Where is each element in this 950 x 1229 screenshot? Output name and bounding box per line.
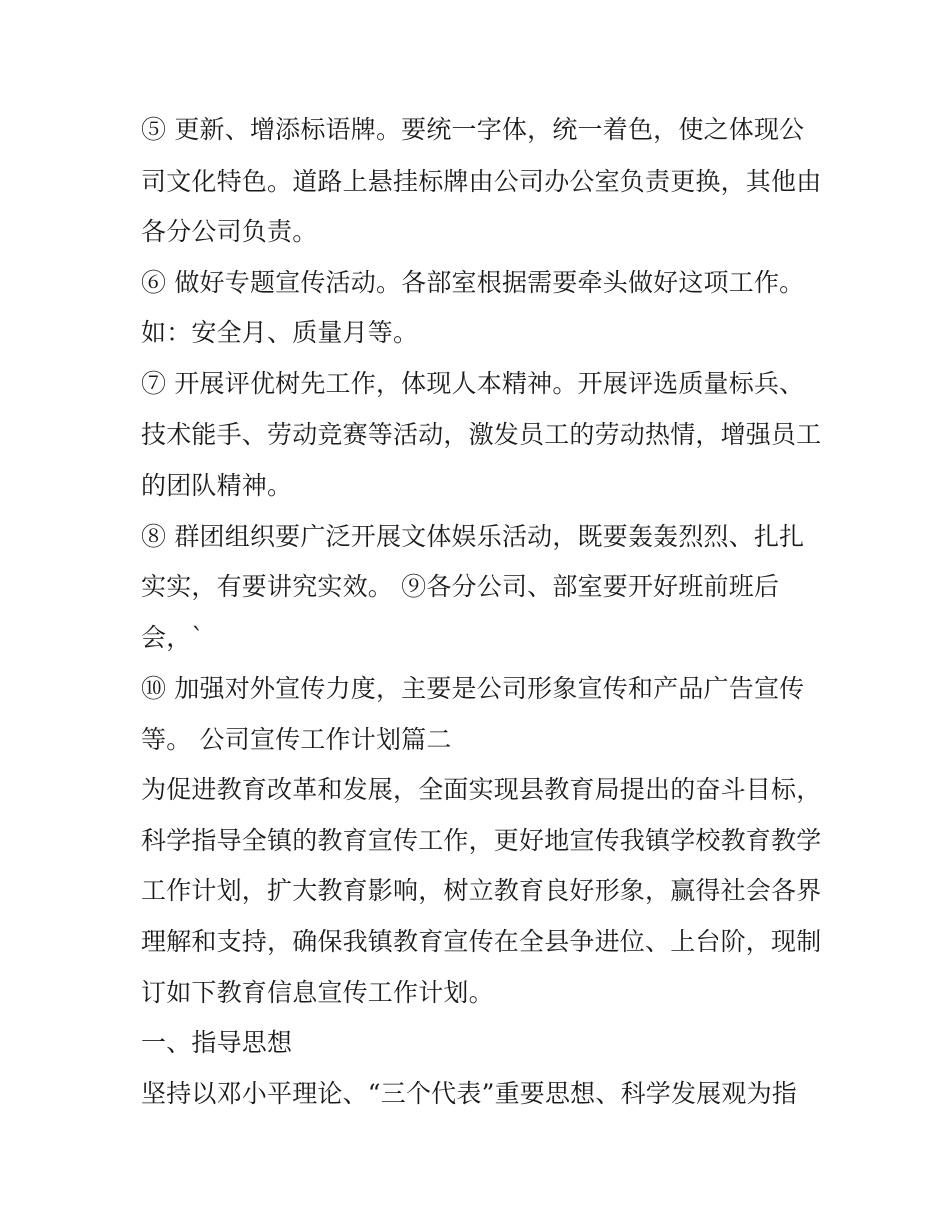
text-line: ⑤ 更新、增添标语牌。要统一字体，统一着色，使之体现公 [141, 115, 805, 144]
text-line: 如：安全月、质量月等。 [141, 318, 419, 347]
text-line: 为促进教育改革和发展，全面实现县教育局提出的奋斗目标， [141, 775, 822, 804]
text-line: ⑩ 加强对外宣传力度，主要是公司形象宣传和产品广告宣传 [141, 674, 805, 703]
text-line: 会，` [141, 623, 205, 652]
text-line: 科学指导全镇的教育宣传工作，更好地宣传我镇学校教育教学 [141, 826, 822, 855]
section-heading: 等。 公司宣传工作计划篇二 [141, 725, 452, 754]
text-line: 司文化特色。道路上悬挂标牌由公司办公室负责更换，其他由 [141, 167, 822, 196]
text-line: 订如下教育信息宣传工作计划。 [141, 978, 494, 1007]
text-line: 理解和支持，确保我镇教育宣传在全县争进位、上台阶，现制 [141, 927, 822, 956]
text-line: ⑦ 开展评优树先工作，体现人本精神。开展评选质量标兵、 [141, 369, 805, 398]
text-line: 实实，有要讲究实效。 ⑨各分公司、部室要开好班前班后 [141, 572, 780, 601]
text-line: 各分公司负责。 [141, 217, 318, 246]
text-line: ⑥ 做好专题宣传活动。各部室根据需要牵头做好这项工作。 [141, 268, 805, 297]
text-line: ⑧ 群团组织要广泛开展文体娱乐活动，既要轰轰烈烈、扎扎 [141, 522, 805, 551]
text-line: 工作计划，扩大教育影响，树立教育良好形象，赢得社会各界 [141, 876, 822, 905]
section-heading: 一、指导思想 [141, 1028, 293, 1057]
text-line: 技术能手、劳动竞赛等活动，激发员工的劳动热情，增强员工 [141, 420, 822, 449]
text-line: 的团队精神。 [141, 471, 293, 500]
text-line: 坚持以邓小平理论、“三个代表”重要思想、科学发展观为指 [141, 1079, 797, 1108]
